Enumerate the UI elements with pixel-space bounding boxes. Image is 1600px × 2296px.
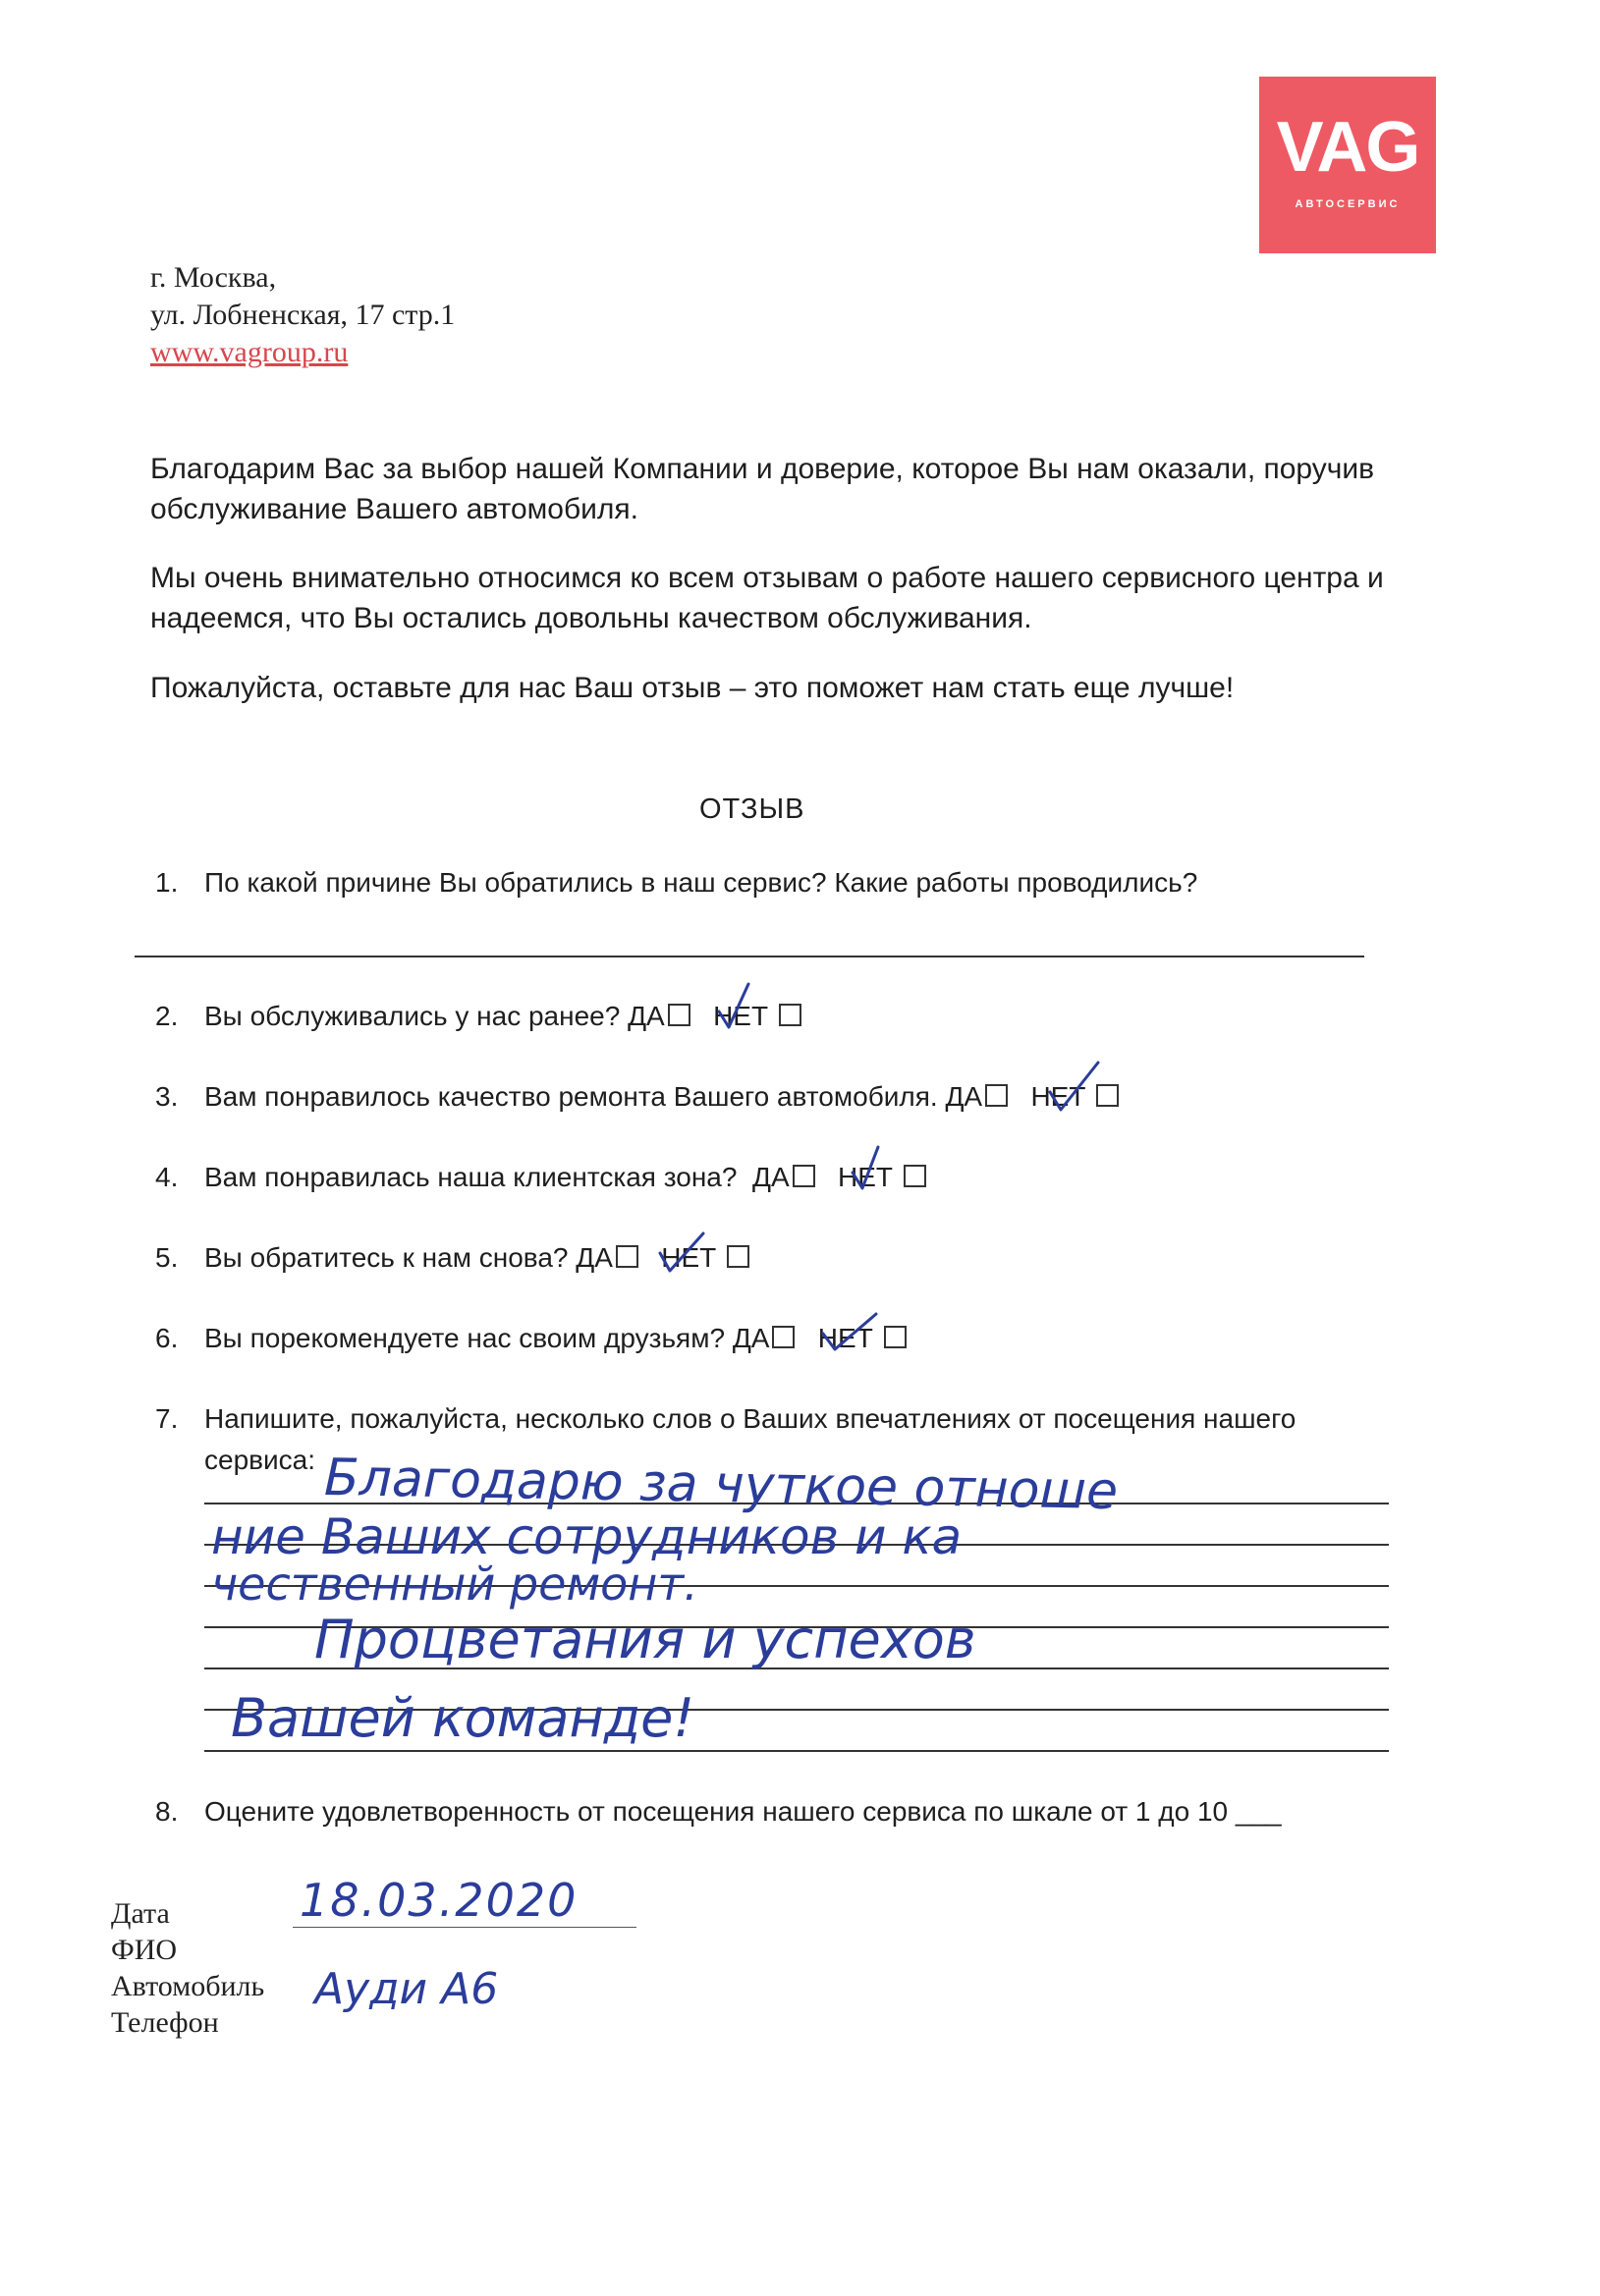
- logo-subtitle: АВТОСЕРВИС: [1295, 198, 1401, 210]
- question-7-continuation: сервиса:: [204, 1445, 316, 1475]
- handwritten-line-5: Вашей команде!: [231, 1687, 695, 1749]
- handwritten-line-4: Процветания и успехов: [314, 1609, 976, 1670]
- address-city: г. Москва,: [150, 261, 277, 294]
- question-number: 8.: [155, 1796, 179, 1827]
- no-label: НЕТ: [661, 1242, 717, 1273]
- question-text: Вам понравилась наша клиентская зона?: [204, 1162, 738, 1192]
- no-label: НЕТ: [713, 1001, 769, 1031]
- no-label: НЕТ: [817, 1323, 873, 1353]
- yes-label: ДА: [628, 1001, 665, 1031]
- check-mark-q2: [719, 984, 748, 1027]
- yes-label: ДА: [576, 1242, 613, 1273]
- intro-paragraph-1: Благодарим Вас за выбор нашей Компании и доверие, которое Вы нам оказали, поручив обслуживание Вашего автомобиля.: [150, 453, 1375, 525]
- check-mark-q3: [1050, 1063, 1098, 1110]
- check-mark-q4: [853, 1147, 878, 1188]
- handwritten-line-2: ние Ваших сотрудников и ка: [211, 1508, 963, 1565]
- address-street: ул. Лобненская, 17 стр.1: [150, 299, 456, 331]
- question-number: 1.: [155, 867, 179, 898]
- handwritten-line-3: чественный ремонт.: [211, 1558, 698, 1611]
- website-link[interactable]: www.vagroup.ru: [150, 336, 349, 368]
- name-label: ФИО: [111, 1934, 178, 1966]
- no-label: НЕТ: [1030, 1081, 1086, 1112]
- intro-paragraph-2: Мы очень внимательно относимся ко всем отзывам о работе нашего сервисного центра и надеемся, что Вы остались довольны качеством обслуживания.: [150, 562, 1384, 634]
- check-mark-q5: [660, 1233, 703, 1271]
- question-number: 2.: [155, 1001, 179, 1031]
- yes-label: ДА: [945, 1081, 983, 1112]
- no-label: НЕТ: [837, 1162, 893, 1192]
- date-label: Дата: [111, 1897, 170, 1930]
- question-number: 7.: [155, 1403, 179, 1434]
- phone-label: Телефон: [111, 2006, 219, 2039]
- question-number: 5.: [155, 1242, 179, 1273]
- check-mark-q6: [823, 1314, 876, 1349]
- question-text: Вы обратитесь к нам снова?: [204, 1242, 569, 1273]
- question-text: Вам понравилось качество ремонта Вашего автомобиля.: [204, 1081, 938, 1112]
- intro-paragraph-3: Пожалуйста, оставьте для нас Ваш отзыв – это поможет нам стать еще лучше!: [150, 672, 1235, 704]
- question-number: 3.: [155, 1081, 179, 1112]
- car-label: Автомобиль: [111, 1970, 265, 2002]
- question-number: 4.: [155, 1162, 179, 1192]
- question-number: 6.: [155, 1323, 179, 1353]
- yes-label: ДА: [752, 1162, 790, 1192]
- handwritten-line-1: Благодарю за чуткое отноше: [323, 1448, 1119, 1522]
- question-text: Вы порекомендуете нас своим друзьям?: [204, 1323, 726, 1353]
- handwritten-car: Ауди А6: [314, 1964, 499, 2014]
- question-text: По какой причине Вы обратились в наш сервис? Какие работы проводились?: [204, 867, 1198, 898]
- logo-brand: VAG: [1276, 108, 1419, 187]
- yes-label: ДА: [732, 1323, 770, 1353]
- question-text: Напишите, пожалуйста, несколько слов о Ваших впечатлениях от посещения нашего: [204, 1403, 1297, 1434]
- form-title: ОТЗЫВ: [699, 793, 805, 825]
- handwritten-date: 18.03.2020: [300, 1874, 579, 1927]
- question-text: Вы обслуживались у нас ранее?: [204, 1001, 621, 1031]
- question-text: Оцените удовлетворенность от посещения нашего сервиса по шкале от 1 до 10 ___: [204, 1796, 1282, 1827]
